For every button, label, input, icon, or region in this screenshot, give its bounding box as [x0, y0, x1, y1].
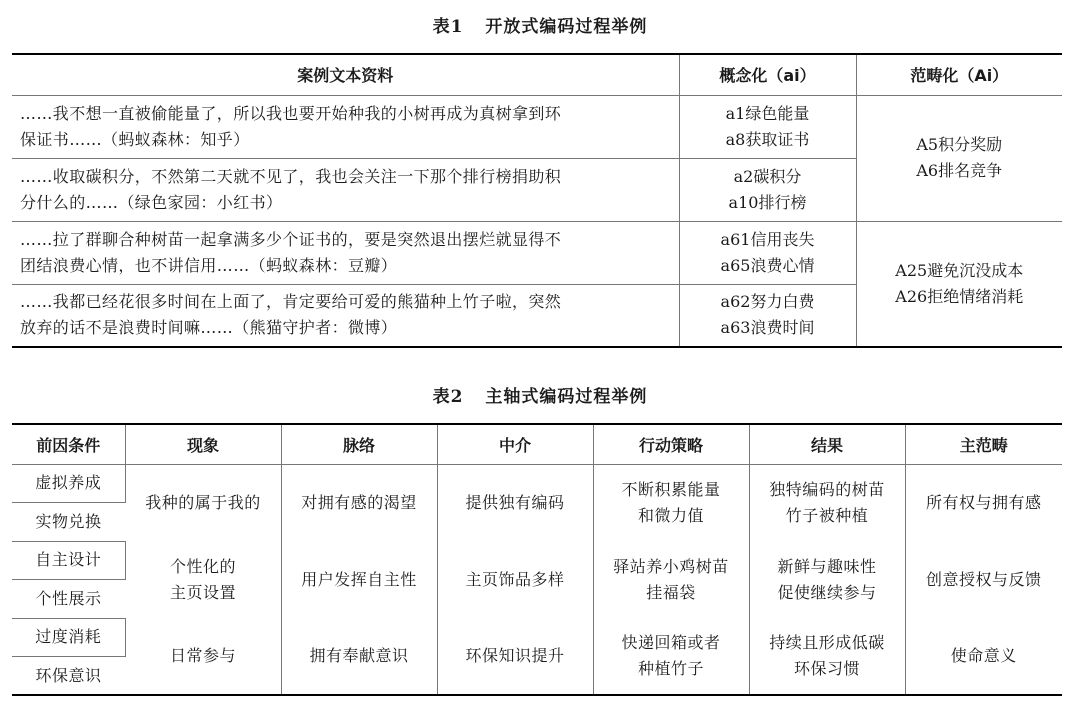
cell-line: 提供独有编码	[465, 492, 565, 512]
category-cell	[856, 221, 1062, 347]
phenomenon-cell	[125, 541, 281, 618]
concept-label: a10排行榜	[728, 192, 807, 212]
table1-caption-number: 表1	[432, 17, 464, 37]
table1-header-row	[12, 54, 1062, 95]
antecedent-cell: 实物兑换	[12, 503, 125, 542]
category-label: A5积分奖励	[916, 135, 1003, 154]
case-text-cell	[12, 158, 679, 221]
category-label: A25避免沉没成本	[895, 260, 1024, 280]
concept-label: a61信用丧失	[720, 229, 815, 249]
header-context: 脉络	[281, 424, 437, 464]
table1-caption-title: 开放式编码过程举例	[485, 17, 648, 37]
concept-label: a2碳积分	[733, 166, 802, 186]
table2-header-row	[12, 424, 1062, 464]
case-text-cell	[12, 284, 679, 347]
mediator-cell	[437, 618, 593, 695]
cell-line: 种植竹子	[637, 659, 704, 678]
concept-label: a1绿色能量	[725, 103, 810, 123]
mediator-cell	[437, 541, 593, 618]
cell-line: 环保习惯	[793, 659, 860, 678]
case-text-line: 分什么的……（绿色家园：小红书）	[20, 192, 283, 212]
cell-line: 创意授权与反馈	[925, 569, 1042, 589]
antecedent-cell: 过度消耗	[12, 618, 125, 657]
case-text-cell	[12, 95, 679, 158]
result-cell	[749, 464, 905, 541]
concept-label: a65浪费心情	[720, 255, 815, 275]
cell-line: 使命意义	[950, 646, 1017, 665]
concept-cell	[679, 221, 856, 284]
table-row	[12, 221, 1062, 284]
table2-caption	[0, 382, 1080, 407]
cell-line: 主页饰品多样	[465, 569, 565, 589]
case-text-line: ……我都已经花很多时间在上面了，肯定要给可爱的熊猫种上竹子啦，突然	[20, 292, 562, 312]
concept-cell	[679, 284, 856, 347]
cell-line: 拥有奉献意识	[309, 646, 409, 665]
table-row	[12, 541, 1062, 580]
table1-header-category: 范畴化（Ai）	[856, 54, 1062, 95]
strategy-cell	[593, 618, 749, 695]
concept-label: a63浪费时间	[720, 318, 815, 338]
main-category-cell	[905, 541, 1062, 618]
header-result: 结果	[749, 424, 905, 464]
cell-line: 挂福袋	[646, 582, 696, 602]
context-cell	[281, 541, 437, 618]
antecedent-cell: 个性展示	[12, 580, 125, 619]
cell-line: 持续且形成低碳	[769, 633, 885, 652]
strategy-cell	[593, 464, 749, 541]
concept-cell	[679, 95, 856, 158]
cell-line: 促使继续参与	[777, 582, 877, 602]
phenomenon-cell	[125, 464, 281, 541]
case-text-cell	[12, 221, 679, 284]
antecedent-cell: 环保意识	[35, 665, 102, 685]
main-category-cell	[905, 618, 1062, 695]
table2-caption-title: 主轴式编码过程举例	[485, 387, 648, 407]
mediator-cell	[437, 464, 593, 541]
axial-coding-table	[12, 423, 1062, 696]
phenomenon-cell	[125, 618, 281, 695]
cell-line: 对拥有感的渴望	[301, 492, 417, 512]
table1-header-concept: 概念化（ai）	[679, 54, 856, 95]
cell-line: 新鲜与趣味性	[777, 556, 877, 576]
category-label: A6排名竞争	[916, 161, 1003, 180]
concept-label: a62努力白费	[720, 292, 815, 312]
main-category-cell	[905, 464, 1062, 541]
cell-line: 个性化的	[169, 556, 236, 576]
case-text-line: 团结浪费心情，也不讲信用……（蚂蚁森林：豆瓣）	[20, 255, 398, 275]
cell-line: 用户发挥自主性	[301, 569, 417, 589]
cell-line: 独特编码的树苗	[769, 479, 885, 499]
context-cell	[281, 464, 437, 541]
concept-label: a8获取证书	[725, 129, 810, 149]
header-mediator: 中介	[437, 424, 593, 464]
cell-line: 环保知识提升	[465, 646, 565, 665]
header-strategy: 行动策略	[593, 424, 749, 464]
context-cell	[281, 618, 437, 695]
case-text-line: 保证书……（蚂蚁森林：知乎）	[20, 129, 250, 149]
cell-line: 所有权与拥有感	[925, 492, 1042, 512]
cell-line: 主页设置	[169, 582, 236, 602]
table-row	[12, 464, 1062, 503]
case-text-line: ……拉了群聊合种树苗一起拿满多少个证书的，要是突然退出摆烂就显得不	[20, 229, 562, 249]
cell-line: 竹子被种植	[785, 505, 869, 525]
result-cell	[749, 541, 905, 618]
case-text-line: 放弃的话不是浪费时间嘛……（熊猫守护者：微博）	[20, 318, 398, 338]
header-main-category: 主范畴	[905, 424, 1062, 464]
cell-line: 和微力值	[637, 505, 704, 525]
cell-line: 我种的属于我的	[145, 492, 261, 512]
antecedent-cell: 虚拟养成	[12, 464, 125, 503]
case-text-line: ……我不想一直被偷能量了，所以我也要开始种我的小树再成为真树拿到环	[20, 103, 562, 123]
case-text-line: ……收取碳积分，不然第二天就不见了，我也会关注一下那个排行榜捐助积	[20, 166, 562, 186]
open-coding-table	[12, 53, 1062, 348]
header-phenomenon: 现象	[125, 424, 281, 464]
table-row	[12, 95, 1062, 158]
cell-line: 快递回箱或者	[621, 633, 721, 652]
table2-caption-number: 表2	[432, 387, 464, 407]
cell-line: 不断积累能量	[621, 479, 721, 499]
table1-header-case-text: 案例文本资料	[12, 54, 679, 95]
antecedent-cell: 自主设计	[12, 541, 125, 580]
table1-caption	[0, 12, 1080, 37]
header-antecedent: 前因条件	[12, 424, 125, 464]
category-cell	[856, 95, 1062, 221]
category-label: A26拒绝情绪消耗	[895, 286, 1024, 306]
cell-line: 驿站养小鸡树苗	[613, 556, 729, 576]
strategy-cell	[593, 541, 749, 618]
result-cell	[749, 618, 905, 695]
cell-line: 日常参与	[169, 646, 236, 665]
table-row	[12, 618, 1062, 657]
concept-cell	[679, 158, 856, 221]
